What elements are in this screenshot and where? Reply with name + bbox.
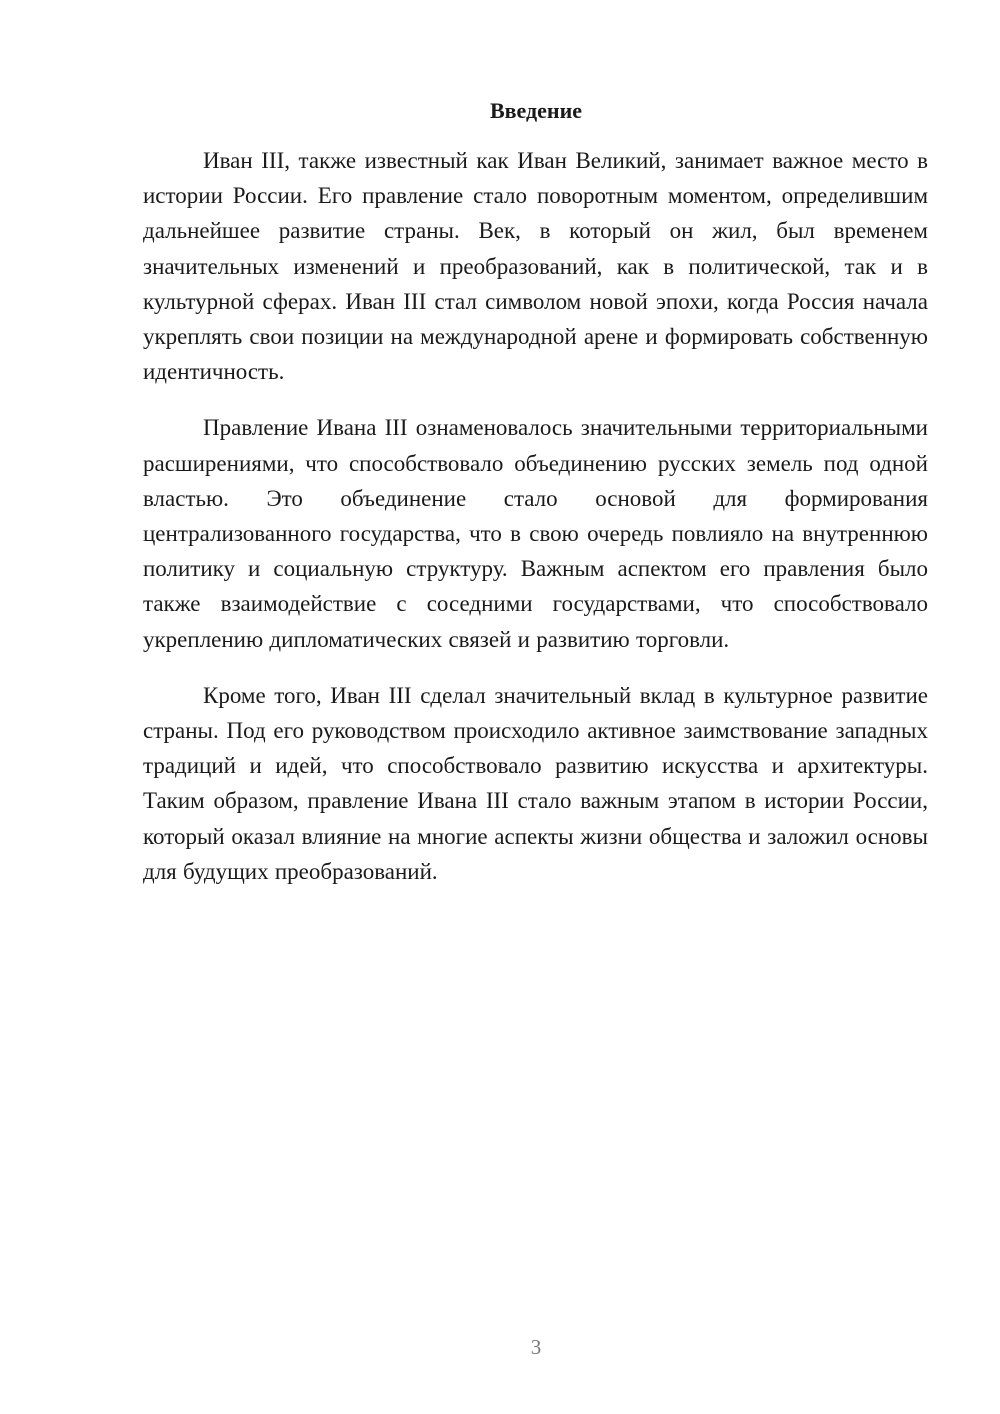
page-number: 3 [530, 1335, 542, 1359]
paragraph-1: Иван III, также известный как Иван Великий, занимает важное место в истории России. Его правление стало поворотным моментом, определившим дальнейшее развитие страны. Век, в который он жил, был временем значительных изменений и преобразований, как в политической, так и в культурной сферах. Иван III стал символом новой эпохи, когда Россия начала укреплять свои позиции на международной арене и формировать собственную идентичность. [143, 148, 928, 385]
paragraph-2: Правление Ивана III ознаменовалось значительными территориальными расширениями, что способствовало объединению русских земель под одной властью. Это объединение стало основой для формирования централизованного государства, что в свою очередь повлияло на внутреннюю политику и социальную структуру. Важным аспектом его правления было также взаимодействие с соседними государствами, что способствовало укреплению дипломатических связей и развитию торговли. [143, 415, 928, 652]
body-text [143, 143, 928, 910]
paragraph-3: Кроме того, Иван III сделал значительный вклад в культурное развитие страны. Под его руководством происходило активное заимствование западных традиций и идей, что способствовало развитию искусства и архитектуры. Таким образом, правление Ивана III стало важным этапом в истории России, который оказал влияние на многие аспекты жизни общества и заложил основы для будущих преобразований. [143, 682, 928, 884]
section-heading: Введение [489, 98, 583, 123]
